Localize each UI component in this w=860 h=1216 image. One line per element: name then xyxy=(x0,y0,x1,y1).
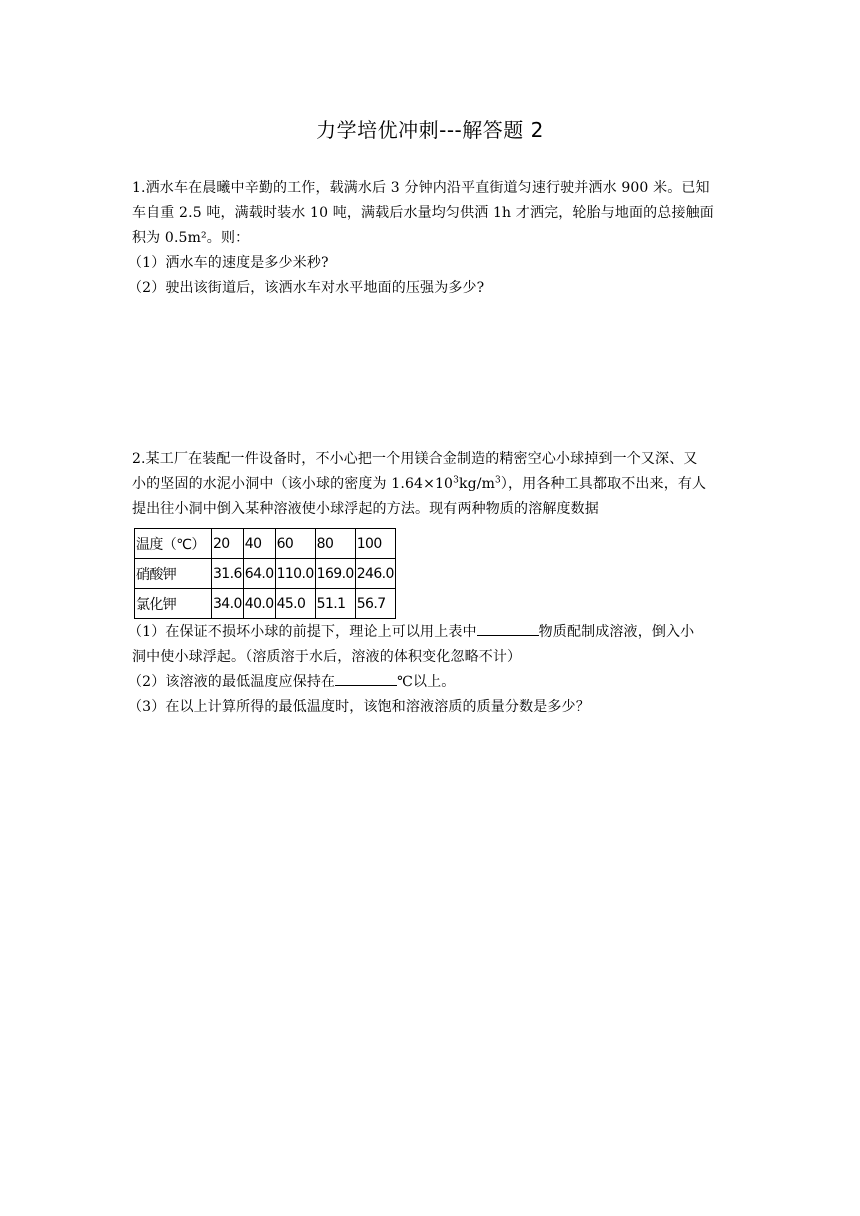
question-1-line-2: 车自重 2.5 吨，满载时装水 10 吨，满载后水量均匀供洒 1h 才洒完，轮胎与地面的总接触面 xyxy=(132,205,714,221)
table-cell: 64.0 xyxy=(243,559,275,589)
density-text: 小的坚固的水泥小洞中（该小球的密度为 1.64×10 xyxy=(132,476,454,492)
density-unit-exponent: 3 xyxy=(495,475,501,486)
table-cell: 60 xyxy=(275,529,315,559)
question-2-sub-1-line-2: 洞中使小球浮起。（溶质溶于水后，溶液的体积变化忽略不计） xyxy=(132,649,522,665)
density-exponent: 3 xyxy=(453,475,459,486)
answer-blank-2[interactable] xyxy=(335,671,397,686)
table-cell: 20 xyxy=(212,529,244,559)
question-2-sub-1-text: （1）在保证不损坏小球的前提下，理论上可以用上表中 xyxy=(128,624,477,640)
table-cell: 温度（℃） xyxy=(135,529,212,559)
question-2-sub-3: （3）在以上计算所得的最低温度时，该饱和溶液溶质的质量分数是多少？ xyxy=(128,699,590,715)
table-cell: 246.0 xyxy=(355,559,395,589)
table-cell: 110.0 xyxy=(275,559,315,589)
question-2-sub-2-text-end: ℃以上。 xyxy=(397,674,456,690)
answer-blank-1[interactable] xyxy=(477,621,539,636)
question-2-line-3: 提出往小洞中倒入某种溶液使小球浮起的方法。现有两种物质的溶解度数据 xyxy=(132,501,599,517)
table-cell: 169.0 xyxy=(315,559,355,589)
table-cell: 氯化钾 xyxy=(135,589,212,619)
table-cell: 40.0 xyxy=(243,589,275,619)
question-1-line-3: 积为 0.5m²。则： xyxy=(132,230,250,246)
table-cell: 40 xyxy=(243,529,275,559)
question-2-sub-1-line-1 xyxy=(128,620,732,645)
table-cell: 56.7 xyxy=(355,589,395,619)
table-cell: 100 xyxy=(355,529,395,559)
question-2-sub-2 xyxy=(128,670,732,695)
question-1 xyxy=(128,176,732,301)
page-title: 力学培优冲刺---解答题 2 xyxy=(316,118,544,142)
question-2-subquestions xyxy=(128,620,732,720)
solubility-table xyxy=(134,528,396,619)
question-2-sub-2-text: （2）该溶液的最低温度应保持在 xyxy=(128,674,336,690)
table-cell: 51.1 xyxy=(315,589,355,619)
question-1-sub-1: （1）洒水车的速度是多少米秒? xyxy=(128,255,329,271)
question-1-sub-2: （2）驶出该街道后，该洒水车对水平地面的压强为多少? xyxy=(128,280,485,296)
table-cell: 硝酸钾 xyxy=(135,559,212,589)
table-row xyxy=(135,559,396,589)
table-row xyxy=(135,589,396,619)
table-header-row xyxy=(135,529,396,559)
table-cell: 34.0 xyxy=(212,589,244,619)
question-2-line-2-rest: ），用各种工具都取不出来，有人 xyxy=(500,476,707,492)
question-2-line-1: 2.某工厂在装配一件设备时，不小心把一个用镁合金制造的精密空心小球掉到一个又深、又 xyxy=(132,451,698,467)
question-2 xyxy=(132,447,732,522)
question-2-line-2 xyxy=(132,472,732,497)
table-cell: 80 xyxy=(315,529,355,559)
question-2-sub-1-text-end: 物质配制成溶液，倒入小 xyxy=(538,624,695,640)
question-1-line-1: 1.洒水车在晨曦中辛勤的工作，载满水后 3 分钟内沿平直街道匀速行驶并洒水 900 米。已知 xyxy=(132,180,710,196)
table-cell: 45.0 xyxy=(275,589,315,619)
table-cell: 31.6 xyxy=(212,559,244,589)
density-unit: kg/m xyxy=(458,476,496,492)
